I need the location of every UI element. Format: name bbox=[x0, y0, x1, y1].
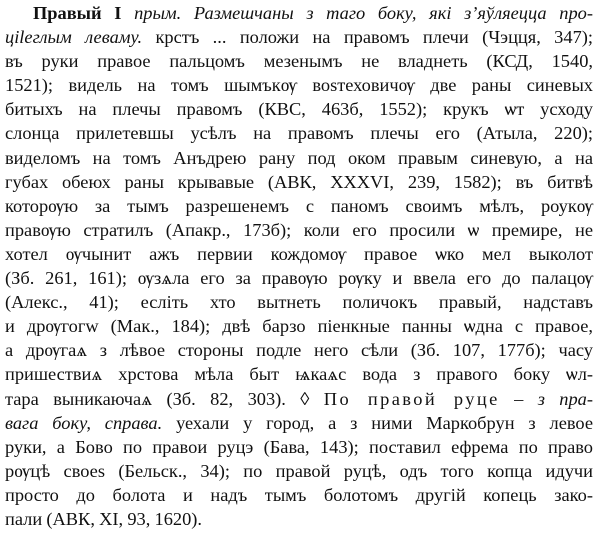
text-segment: губах обеюх раны крывавые (АВК, XXXVI, 239, 1582); въ битвѣ bbox=[5, 171, 593, 192]
text-segment: и дрѹгогw (Мак., 184); двѣ барзо піенкные панны ѡдна с правое, bbox=[5, 316, 593, 337]
text-segment: пали (АВК, XI, 93, 1620). bbox=[5, 508, 203, 529]
text-segment: просто до болота и надъ тымъ болотомъ другій копець зако- bbox=[5, 484, 593, 505]
text-line bbox=[5, 121, 593, 145]
text-line bbox=[5, 507, 593, 531]
text-segment: рѹцѣ своеѕ (Бельск., 34); по правой руцѣ, одъ того копца идучи bbox=[5, 460, 593, 481]
text-line bbox=[5, 266, 593, 290]
text-line bbox=[5, 97, 593, 121]
text-segment: а дрѹгаѧ з лѣвое стороны подле него сѣли (Зб. 107, 177б); часу bbox=[5, 340, 593, 361]
text-segment: 1521); видель на томъ шымъкѹ воѕтеховичѹ две раны синевых bbox=[5, 75, 593, 96]
text-segment: въ руки правое пальцомъ мезенымъ не владнеть (КСД, 1540, bbox=[5, 51, 593, 72]
text-line bbox=[5, 170, 593, 194]
text-segment: правѹю стратилъ (Апакр., 173б); коли его просили ѡ премире, не bbox=[5, 219, 593, 240]
phrase-spaced: По правой руце bbox=[323, 388, 500, 409]
headword: Правый I bbox=[33, 3, 122, 23]
text-segment: пришествиѧ хрстова мѣла быт ѩкаѧс вода з правого боку ѡл- bbox=[5, 364, 593, 385]
text-segment: битыхъ на плечы правомъ (КВС, 463б, 1552); крукъ ѡт усходу bbox=[5, 99, 593, 120]
text-line bbox=[5, 411, 593, 435]
text-segment bbox=[121, 3, 134, 23]
text-line bbox=[5, 218, 593, 242]
text-line bbox=[5, 483, 593, 507]
text-segment: (Алекс., 41); есліть хто вытнеть поличокъ правый, надставъ bbox=[5, 292, 593, 313]
text-segment: виделомъ на томъ Анъдрею рану под оком правым синевую, а на bbox=[5, 147, 593, 168]
text-line bbox=[5, 73, 593, 97]
text-segment: тара выникаючаѧ (Зб. 82, 303). ◊ bbox=[5, 388, 324, 409]
italic-text: вага боку, справа. bbox=[5, 412, 163, 433]
text-segment: крстъ ... положи на правомъ плечи (Чэцця, 347); bbox=[142, 27, 594, 48]
text-line bbox=[5, 338, 593, 362]
text-line bbox=[5, 146, 593, 170]
text-line bbox=[5, 242, 593, 266]
text-line bbox=[5, 435, 593, 459]
text-line bbox=[5, 194, 593, 218]
dictionary-entry bbox=[5, 1, 593, 531]
text-segment: которѹю за тымъ разрешенемъ с паномъ своимъ мѣлъ, роукѹ bbox=[5, 195, 593, 216]
text-line bbox=[5, 459, 593, 483]
text-line bbox=[5, 290, 593, 314]
italic-text: прым. Размешчаны з таго боку, які з’яўляецца про- bbox=[134, 3, 593, 23]
text-segment: руки, а Бово по правои руцэ (Бава, 143); поставил ефрема по право bbox=[5, 436, 593, 457]
text-line bbox=[5, 314, 593, 338]
text-line bbox=[5, 387, 593, 411]
text-line bbox=[5, 25, 593, 49]
text-line bbox=[5, 362, 593, 386]
text-line bbox=[5, 49, 593, 73]
text-segment: – bbox=[499, 388, 538, 409]
text-line bbox=[5, 1, 593, 25]
text-segment: хотел ѹчынит ажъ первии кождомѹ правое ѡко мел выколот bbox=[5, 243, 593, 264]
text-segment: слонца прилетевшы усѣлъ на правомъ плечы его (Атыла, 220); bbox=[5, 123, 593, 144]
text-segment: уехали у город, а з ними Маркобрун з левое bbox=[162, 412, 594, 433]
text-segment: (Зб. 261, 161); ѹзѧла его за правѹю рѹку и ввела его до палацѹ bbox=[5, 268, 593, 289]
italic-text: з пра- bbox=[537, 388, 593, 409]
italic-text: ціleглым леваму. bbox=[5, 27, 143, 48]
